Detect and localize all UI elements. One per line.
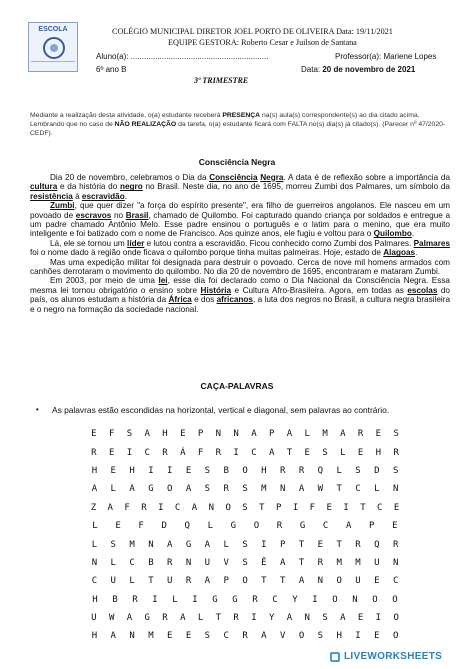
grid-letter[interactable]: S	[242, 484, 248, 495]
grid-letter[interactable]: N	[304, 613, 310, 624]
grid-letter[interactable]: C	[144, 447, 150, 458]
paragraph-3: Lá, ele se tornou um líder e lutou contra a escravidão. Ficou conhecido como Zumbi dos Palmares. Palmares foi o nome dado à região onde ficava o quilombo porque tinha muitas palmeiras. Hoje, estado de Alagoas.	[30, 238, 450, 258]
grid-letter[interactable]: O	[298, 631, 305, 642]
grid-letter[interactable]: N	[208, 502, 215, 513]
grid-letter[interactable]: T	[261, 576, 267, 587]
school-header-line2: EQUIPE GESTORA: Roberto Cesar e Juilson de Santana	[168, 38, 357, 47]
grid-letter[interactable]: R	[392, 539, 399, 550]
grid-letter[interactable]: N	[91, 557, 98, 568]
grid-letter[interactable]: O	[242, 465, 248, 476]
grid-letter[interactable]: E	[115, 521, 121, 532]
grid-row	[85, 572, 405, 590]
grid-letter[interactable]: A	[298, 484, 305, 495]
grid-letter[interactable]: B	[112, 594, 118, 605]
date-row	[301, 65, 415, 74]
grid-letter[interactable]: E	[91, 429, 97, 440]
grid-row	[85, 443, 405, 461]
grid-letter[interactable]: C	[392, 576, 399, 587]
grid-letter[interactable]: N	[317, 576, 324, 587]
grid-letter[interactable]: I	[167, 465, 173, 476]
grid-letter[interactable]: E	[357, 613, 364, 624]
grid-letter[interactable]: H	[162, 429, 168, 440]
grid-letter[interactable]: E	[326, 502, 332, 513]
grid-letter[interactable]: C	[377, 502, 383, 513]
grid-letter[interactable]: L	[207, 521, 214, 532]
grid-letter[interactable]: A	[340, 613, 346, 624]
grid-letter[interactable]: H	[261, 465, 267, 476]
grid-row	[85, 609, 405, 627]
student-field[interactable]: Aluno(a): ..............................................................	[96, 52, 269, 61]
grid-letter[interactable]: M	[148, 631, 154, 642]
grid-letter[interactable]: C	[251, 447, 257, 458]
grid-letter[interactable]: T	[336, 539, 342, 550]
grid-letter[interactable]: O	[336, 576, 342, 587]
grid-letter[interactable]: G	[148, 484, 154, 495]
grid-letter[interactable]: H	[91, 465, 98, 476]
grid-letter[interactable]: E	[167, 631, 173, 642]
grid-letter[interactable]: R	[223, 484, 229, 495]
grid-letter[interactable]: U	[167, 576, 173, 587]
grid-letter[interactable]: H	[92, 594, 98, 605]
grid-letter[interactable]: I	[355, 631, 361, 642]
grid-letter[interactable]: U	[204, 557, 211, 568]
grid-letter[interactable]: S	[393, 429, 399, 440]
grid-letter[interactable]: C	[223, 631, 229, 642]
grid-letter[interactable]: E	[392, 521, 398, 532]
grid-letter[interactable]: A	[191, 502, 198, 513]
grid-letter[interactable]: R	[162, 613, 168, 624]
grid-letter[interactable]: L	[172, 594, 178, 605]
grid-row	[85, 462, 405, 480]
grid-row	[85, 425, 405, 443]
grid-letter[interactable]: C	[272, 594, 278, 605]
grid-letter[interactable]: I	[192, 594, 198, 605]
grid-letter[interactable]: C	[91, 576, 98, 587]
grid-letter[interactable]: Y	[292, 594, 298, 605]
grid-letter[interactable]: O	[392, 594, 398, 605]
grid-letter[interactable]: D	[374, 465, 380, 476]
grid-letter[interactable]: A	[286, 613, 293, 624]
grid-letter[interactable]: P	[275, 502, 282, 513]
grid-letter[interactable]: T	[279, 576, 286, 587]
grid-letter[interactable]: P	[279, 539, 286, 550]
grid-letter[interactable]: A	[286, 429, 293, 440]
grid-letter[interactable]: A	[91, 484, 98, 495]
grid-letter[interactable]: M	[129, 539, 135, 550]
grid-letter[interactable]: A	[204, 576, 211, 587]
grid-letter[interactable]: F	[108, 429, 115, 440]
word-search-grid[interactable]	[85, 425, 405, 646]
grid-letter[interactable]: A	[345, 521, 352, 532]
grid-letter[interactable]: V	[223, 557, 229, 568]
grid-letter[interactable]: U	[110, 576, 116, 587]
grid-letter[interactable]: N	[352, 594, 358, 605]
grid-letter[interactable]: O	[242, 576, 248, 587]
grid-letter[interactable]: I	[158, 502, 164, 513]
grid-letter[interactable]: N	[129, 631, 135, 642]
grid-letter[interactable]: N	[233, 429, 239, 440]
grid-row	[85, 554, 405, 572]
grid-letter[interactable]: V	[279, 631, 286, 642]
grid-letter[interactable]: L	[110, 557, 116, 568]
grid-letter[interactable]: T	[259, 502, 265, 513]
grid-row	[85, 535, 405, 553]
grid-letter[interactable]: R	[167, 557, 173, 568]
grid-letter[interactable]: P	[197, 429, 204, 440]
grid-letter[interactable]: F	[138, 521, 144, 532]
school-logo	[28, 22, 78, 72]
grid-letter[interactable]: D	[161, 521, 167, 532]
grid-letter[interactable]: L	[336, 465, 342, 476]
grid-letter[interactable]: L	[197, 613, 204, 624]
grid-letter[interactable]: O	[392, 631, 399, 642]
grid-letter[interactable]: M	[355, 557, 361, 568]
grid-letter[interactable]: A	[340, 429, 346, 440]
grid-letter[interactable]: I	[292, 502, 299, 513]
reading-text	[30, 173, 450, 314]
grid-letter[interactable]: B	[148, 557, 154, 568]
grid-letter[interactable]: R	[276, 521, 283, 532]
grid-letter[interactable]: Q	[374, 539, 380, 550]
grid-letter[interactable]: S	[204, 465, 211, 476]
grid-letter[interactable]: O	[393, 613, 399, 624]
grid-letter[interactable]: Z	[90, 502, 97, 513]
grid-letter[interactable]: A	[279, 557, 286, 568]
grid-letter[interactable]: A	[204, 539, 211, 550]
grid-letter[interactable]: T	[298, 557, 305, 568]
grid-letter[interactable]: R	[298, 465, 305, 476]
grid-letter[interactable]: R	[162, 447, 168, 458]
grid-letter[interactable]: S	[322, 447, 328, 458]
grid-letter[interactable]: M	[336, 557, 342, 568]
grid-letter[interactable]: Y	[268, 613, 275, 624]
grid-letter[interactable]: P	[369, 521, 375, 532]
grid-letter[interactable]: H	[91, 631, 98, 642]
grid-letter[interactable]: E	[393, 502, 400, 513]
grid-letter[interactable]: T	[215, 613, 222, 624]
grid-letter[interactable]: H	[375, 447, 382, 458]
grid-letter[interactable]: R	[357, 429, 364, 440]
paragraph-1: Dia 20 de novembro, celebramos o Dia da Consciência Negra. A data é de reflexão sobre a importância da cultura e da história do negro no Brasil. Neste dia, no ano de 1695, morreu Zumbi dos Palmares, um símbolo da resistência à escravidão.	[30, 173, 450, 201]
grid-letter[interactable]: R	[252, 594, 258, 605]
school-header-line1: COLÉGIO MUNICIPAL DIRETOR JOEL PORTO DE OLIVEIRA Data: 19/11/2021	[112, 27, 393, 36]
grid-letter[interactable]: E	[374, 631, 380, 642]
grid-letter[interactable]: N	[215, 429, 222, 440]
grid-letter[interactable]: E	[110, 465, 116, 476]
grid-letter[interactable]: R	[393, 447, 399, 458]
grid-letter[interactable]: S	[242, 502, 248, 513]
grid-letter[interactable]: F	[197, 447, 204, 458]
liveworksheets-icon	[330, 652, 340, 662]
grid-letter[interactable]: U	[91, 613, 97, 624]
grid-letter[interactable]: W	[317, 484, 324, 495]
grid-letter[interactable]: F	[124, 502, 130, 513]
grid-row	[85, 499, 405, 517]
grid-letter[interactable]: E	[185, 631, 192, 642]
grid-letter[interactable]: N	[185, 557, 192, 568]
grid-letter[interactable]: I	[251, 613, 257, 624]
grid-letter[interactable]: P	[268, 429, 275, 440]
grid-letter[interactable]: F	[309, 502, 316, 513]
grid-letter[interactable]: L	[374, 484, 380, 495]
paragraph-5: Em 2003, por meio de uma lei, esse dia foi declarado como o Dia Nacional da Consciência Negra. Essa mesma lei tornou obrigatório o ensino sobre História e Cultura Afro-Brasileira. Agora, em todas as escolas do país, os alunos estudam a história da África e dos africanos, a luta dos negros no Brasil, a cultura negra brasileira e o negro na formação da sociedade nacional.	[30, 276, 450, 314]
grid-row	[85, 480, 405, 498]
grid-letter[interactable]: A	[107, 502, 113, 513]
grid-row	[85, 591, 405, 609]
grid-letter[interactable]: S	[110, 539, 116, 550]
grid-letter[interactable]: S	[392, 465, 399, 476]
grid-letter[interactable]: G	[212, 594, 218, 605]
grid-letter[interactable]: R	[185, 576, 192, 587]
grid-letter[interactable]: E	[108, 447, 115, 458]
grid-letter[interactable]: S	[355, 465, 361, 476]
grid-letter[interactable]: I	[261, 539, 267, 550]
grid-letter[interactable]: R	[141, 502, 147, 513]
grid-letter[interactable]: N	[279, 484, 286, 495]
teacher-field: Professor(a): Mariene Lopes	[335, 52, 437, 61]
grid-letter[interactable]: P	[223, 576, 229, 587]
date-label: Data:	[301, 65, 321, 74]
grid-letter[interactable]: A	[167, 539, 173, 550]
school-logo-text: ESCOLA	[38, 26, 68, 33]
grid-letter[interactable]: B	[223, 465, 229, 476]
grid-letter[interactable]: Q	[184, 521, 190, 532]
grid-letter[interactable]: C	[174, 502, 181, 513]
grid-letter[interactable]: T	[286, 447, 293, 458]
grid-letter[interactable]: E	[304, 447, 310, 458]
grid-letter[interactable]: I	[312, 594, 318, 605]
grid-letter[interactable]: L	[223, 539, 229, 550]
grid-letter[interactable]: L	[304, 429, 310, 440]
grid-letter[interactable]: C	[355, 484, 361, 495]
grid-letter[interactable]: Q	[317, 465, 324, 476]
grid-letter[interactable]: N	[148, 539, 154, 550]
grid-letter[interactable]: I	[375, 613, 382, 624]
grid-letter[interactable]: I	[343, 502, 349, 513]
grid-letter[interactable]: S	[242, 539, 248, 550]
grid-letter[interactable]: A	[129, 484, 135, 495]
grid-letter[interactable]: L	[92, 521, 98, 532]
grid-letter[interactable]: S	[126, 429, 133, 440]
text-title: Consciência Negra	[198, 157, 276, 167]
grid-letter[interactable]: A	[185, 484, 192, 495]
grid-letter[interactable]: A	[180, 613, 186, 624]
grade-label: 6º ano B	[96, 65, 127, 74]
grid-letter[interactable]: R	[279, 465, 286, 476]
grid-letter[interactable]: G	[232, 594, 238, 605]
grid-letter[interactable]: A	[126, 613, 133, 624]
grid-letter[interactable]: M	[261, 484, 267, 495]
grid-letter[interactable]: L	[129, 576, 135, 587]
liveworksheets-brand: LIVEWORKSHEETS	[344, 651, 443, 662]
grid-row	[85, 627, 405, 645]
grid-letter[interactable]: S	[204, 484, 211, 495]
grid-letter[interactable]: O	[332, 594, 338, 605]
grid-letter[interactable]: T	[336, 484, 342, 495]
grid-letter[interactable]: O	[167, 484, 173, 495]
grid-letter[interactable]: C	[129, 557, 135, 568]
grid-letter[interactable]: N	[392, 484, 399, 495]
grid-letter[interactable]: G	[185, 539, 192, 550]
grid-letter[interactable]: A	[261, 631, 267, 642]
grid-letter[interactable]: N	[392, 557, 399, 568]
grid-letter[interactable]: E	[374, 576, 380, 587]
puzzle-title: CAÇA-PALAVRAS	[200, 381, 274, 391]
grid-letter[interactable]: S	[317, 631, 324, 642]
grid-letter[interactable]: A	[144, 429, 150, 440]
grid-letter[interactable]: M	[322, 429, 328, 440]
grid-letter[interactable]: C	[322, 521, 329, 532]
grid-letter[interactable]: I	[233, 447, 239, 458]
grid-letter[interactable]: R	[242, 631, 248, 642]
bullet-icon: •	[36, 405, 39, 414]
grid-letter[interactable]: H	[336, 631, 342, 642]
grid-letter[interactable]: H	[129, 465, 135, 476]
trimester-label: 3º TRIMESTRE	[194, 76, 249, 85]
grid-letter[interactable]: R	[132, 594, 138, 605]
grid-letter[interactable]: T	[360, 502, 366, 513]
grid-letter[interactable]: A	[251, 429, 257, 440]
grid-letter[interactable]: I	[152, 594, 158, 605]
paragraph-4: Mas uma expedição militar foi designada para destruir o povoado. Cerca de nove mil homens armados com canhões derrotaram o movimento do quilombo. No dia 20 de novembro de 1695, encontraram e mataram Zumbi.	[30, 257, 450, 277]
grid-letter[interactable]: Ê	[261, 557, 267, 568]
grid-letter[interactable]: O	[225, 502, 231, 513]
grid-letter[interactable]: R	[233, 613, 239, 624]
grid-letter[interactable]: W	[108, 613, 115, 624]
grid-letter[interactable]: L	[91, 539, 98, 550]
grid-letter[interactable]: E	[185, 465, 192, 476]
grid-letter[interactable]: G	[299, 521, 306, 532]
attendance-note: Mediante a realização desta atividade, o(a) estudante receberá PRESENÇA na(s) aula(s) correspondente(s) ao dia citado acima. Lembrando que no caso de NÃO REALIZAÇÃO da tarefa, o(a) estudante ficará com FALTA no(s) dia(s) já citado(s). (Parecer nº 47/2020-CEDF).	[30, 112, 446, 137]
puzzle-instruction: As palavras estão escondidas na horizontal, vertical e diagonal, sem palavras ao contrário.	[52, 405, 390, 415]
grid-letter[interactable]: U	[355, 576, 361, 587]
grid-letter[interactable]: Á	[180, 447, 186, 458]
grid-letter[interactable]: I	[148, 465, 154, 476]
grid-letter[interactable]: S	[242, 557, 248, 568]
grid-letter[interactable]: G	[230, 521, 237, 532]
grid-letter[interactable]: A	[110, 631, 116, 642]
grid-letter[interactable]: R	[215, 447, 222, 458]
school-emblem-icon	[43, 37, 65, 59]
paragraph-2: Zumbi, que quer dizer "a força do espírito presente", era filho de guerreiros angolanos. Ele nasceu em um povoado de escravos no Brasil, chamado de Quilombo. Foi capturado quando criança por soldados e entregue a um padre chamado Antônio Melo. Esse padre ensinou o português e o latim para o menino, que era muito inteligente e foi batizado com o nome de Francisco. Aos quinze anos, ele fugiu e voltou para o Quilombo.	[30, 201, 450, 239]
grid-letter[interactable]: A	[268, 447, 275, 458]
grid-letter[interactable]: A	[298, 576, 305, 587]
grid-letter[interactable]: U	[374, 557, 380, 568]
grid-letter[interactable]: O	[253, 521, 260, 532]
grid-letter[interactable]: L	[340, 447, 346, 458]
grid-letter[interactable]: R	[91, 447, 97, 458]
grid-letter[interactable]: L	[110, 484, 116, 495]
grid-letter[interactable]: O	[372, 594, 378, 605]
grid-letter[interactable]: E	[375, 429, 382, 440]
grid-letter[interactable]: E	[317, 539, 324, 550]
grid-letter[interactable]: S	[204, 631, 211, 642]
grid-letter[interactable]: T	[148, 576, 154, 587]
grid-letter[interactable]: E	[180, 429, 186, 440]
grid-letter[interactable]: T	[298, 539, 305, 550]
grid-row	[85, 517, 405, 535]
liveworksheets-logo[interactable]	[330, 650, 442, 663]
grid-letter[interactable]: G	[144, 613, 150, 624]
date-value: 20 de novembro de 2021	[322, 65, 416, 74]
grid-letter[interactable]: R	[317, 557, 324, 568]
grid-letter[interactable]: I	[126, 447, 133, 458]
grid-letter[interactable]: S	[322, 613, 328, 624]
grid-letter[interactable]: R	[355, 539, 361, 550]
grid-letter[interactable]: E	[357, 447, 364, 458]
